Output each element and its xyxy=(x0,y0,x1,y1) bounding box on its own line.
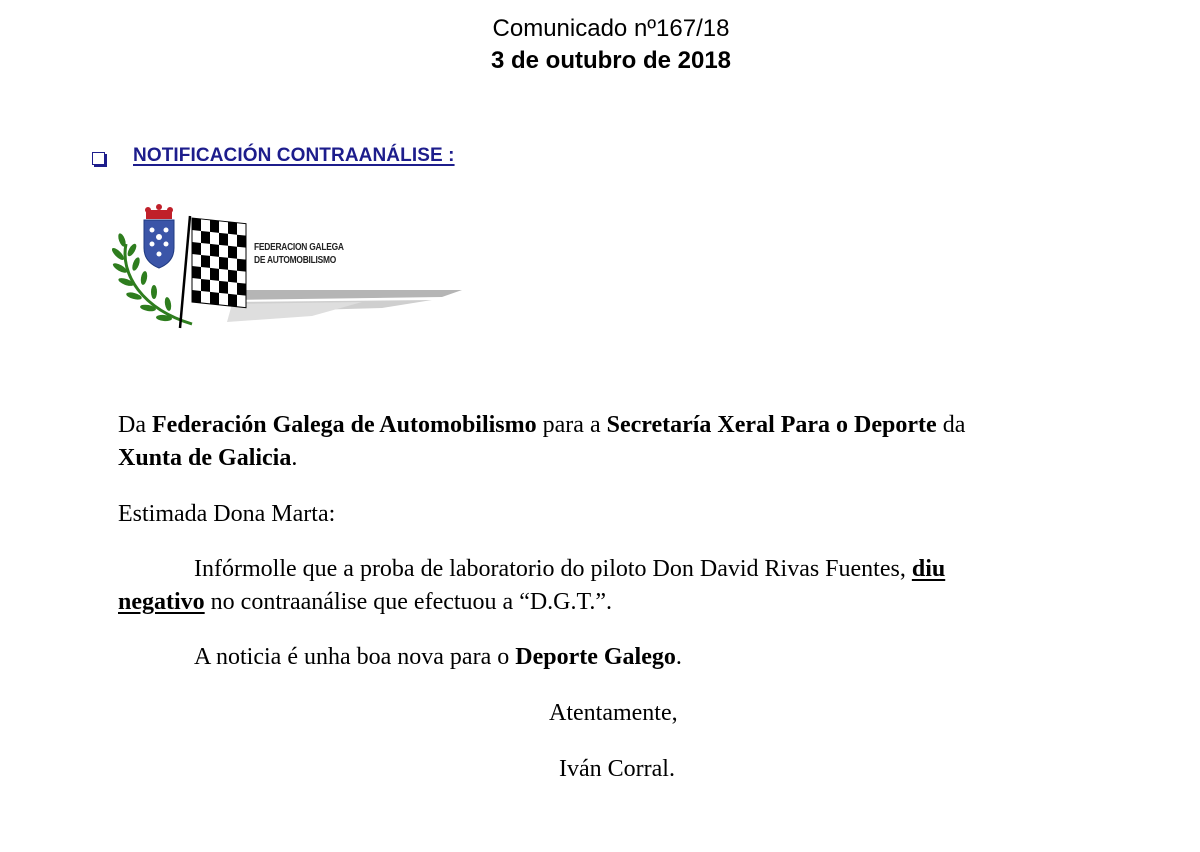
bold-run: Federación Galega de Automobilismo xyxy=(151,412,537,438)
logo-text-line1: FEDERACION GALEGA xyxy=(254,241,344,253)
letter-paragraph-1 xyxy=(118,409,965,442)
text-run: Da xyxy=(118,412,152,438)
letter-greeting: Estimada Dona Marta: xyxy=(118,501,336,527)
letter-closing: Atentamente, xyxy=(549,700,678,726)
bold-run: Xunta de Galicia xyxy=(118,445,292,471)
letter-signature: Iván Corral. xyxy=(559,756,675,782)
text-run: para a xyxy=(536,412,607,438)
letter-paragraph-3 xyxy=(194,641,682,674)
comunicado-date: 3 de outubro de 2018 xyxy=(490,47,732,74)
text-run: . xyxy=(675,644,682,670)
text-run: . xyxy=(291,445,298,471)
letter-paragraph-1-line2 xyxy=(118,442,297,475)
logo-text xyxy=(254,241,344,267)
fga-logo-graphic xyxy=(112,204,472,334)
comunicado-number: Comunicado nº167/18 xyxy=(492,15,730,42)
section-heading xyxy=(92,143,455,169)
text-run: da xyxy=(936,412,966,438)
checkbox-bullet-icon xyxy=(92,152,105,165)
letter-paragraph-2-line2 xyxy=(118,586,612,619)
text-run: A noticia é unha boa nova para o xyxy=(194,644,516,670)
section-title: NOTIFICACIÓN CONTRAANÁLISE : xyxy=(133,145,455,166)
bold-underlined-run: diu xyxy=(911,556,946,582)
letter-paragraph-2 xyxy=(194,553,945,586)
logo-text-line2: DE AUTOMOBILISMO xyxy=(254,254,337,266)
text-run: no contraanálise que efectuou a “D.G.T.”. xyxy=(204,589,613,615)
fga-logo xyxy=(112,204,472,334)
bold-run: Deporte Galego xyxy=(515,644,676,670)
text-run: Infórmolle que a proba de laboratorio do piloto Don David Rivas Fuentes, xyxy=(194,556,912,582)
bold-underlined-run: negativo xyxy=(118,589,205,615)
bold-run: Secretaría Xeral Para o Deporte xyxy=(606,412,937,438)
